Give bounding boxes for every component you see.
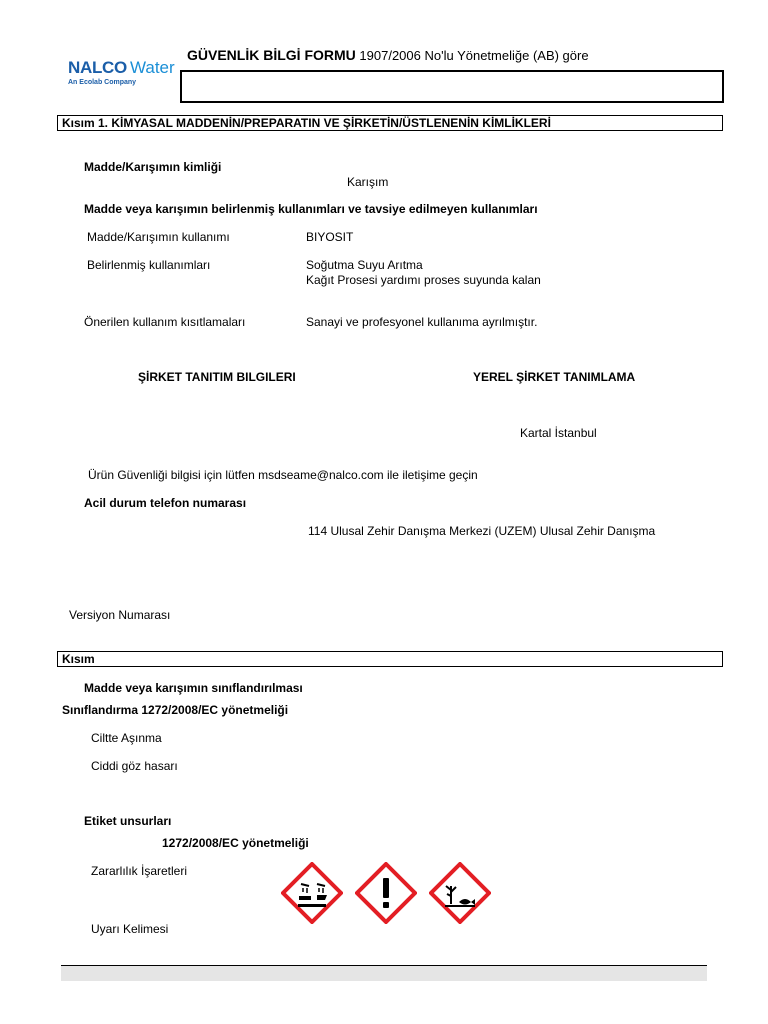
environmental-hazard-icon <box>429 862 491 924</box>
form-title: GÜVENLİK BİLGİ FORMU <box>187 47 356 63</box>
classification-regulation: Sınıflandırma 1272/2008/EC yönetmeliği <box>62 703 289 717</box>
logo-subtitle: An Ecolab Company <box>68 79 137 86</box>
hazard-eye-damage: Ciddi göz hasarı <box>91 759 178 773</box>
identified-use-2: Kağıt Prosesi yardımı proses suyunda kalan <box>306 273 541 287</box>
emergency-label: Acil durum telefon numarası <box>84 496 247 510</box>
emergency-value: 114 Ulusal Zehir Danışma Merkezi (UZEM) Ulusal Zehir Danışma <box>308 524 656 538</box>
logo-water-text: Water <box>129 58 175 77</box>
use-label: Madde/Karışımın kullanımı <box>87 230 230 244</box>
identified-uses-label: Belirlenmiş kullanımları <box>87 258 211 272</box>
corrosive-icon <box>281 862 343 924</box>
company-info-heading: ŞİRKET TANITIM BILGILERI <box>138 370 296 384</box>
logo-nalco-text: NALCO <box>68 58 127 77</box>
footer-bar <box>61 965 707 981</box>
signal-word-label: Uyarı Kelimesi <box>91 922 169 936</box>
section-1-heading: Kısım 1. KİMYASAL MADDENİN/PREPARATIN VE ŞİRKETİN/ÜSTLENENİN KİMLİKLERİ <box>62 116 551 130</box>
restriction-value: Sanayi ve profesyonel kullanıma ayrılmıştır. <box>306 315 538 329</box>
section-1-header <box>57 115 723 131</box>
hazard-skin-corrosion: Ciltte Aşınma <box>91 731 162 745</box>
identified-use-1: Soğutma Suyu Arıtma <box>306 258 423 272</box>
label-elements-heading: Etiket unsurları <box>84 814 172 828</box>
pictograms-label: Zararlılık İşaretleri <box>91 864 188 878</box>
local-address: Kartal İstanbul <box>520 426 597 440</box>
document-title <box>187 47 589 63</box>
use-value: BIYOSIT <box>306 230 354 244</box>
nalco-water-logo <box>68 58 175 86</box>
local-company-heading: YEREL ŞİRKET TANIMLAMA <box>473 370 636 384</box>
classification-heading: Madde veya karışımın sınıflandırılması <box>84 681 303 695</box>
identity-value: Karışım <box>347 175 389 189</box>
uses-heading: Madde veya karışımın belirlenmiş kullanımları ve tavsiye edilmeyen kullanımları <box>84 202 538 216</box>
section-2-heading: Kısım <box>62 652 95 666</box>
product-name-box <box>180 70 724 103</box>
restriction-label: Önerilen kullanım kısıtlamaları <box>84 315 246 329</box>
safety-contact: Ürün Güvenliği bilgisi için lütfen msdseame@nalco.com ile iletişime geçin <box>88 468 478 482</box>
label-regulation: 1272/2008/EC yönetmeliği <box>162 836 309 850</box>
version-label: Versiyon Numarası <box>69 608 171 622</box>
regulation-reference: 1907/2006 No'lu Yönetmeliğe (AB) göre <box>359 48 589 63</box>
exclamation-mark-icon <box>355 862 417 924</box>
section-2-header <box>57 651 723 667</box>
identity-label: Madde/Karışımın kimliği <box>84 160 222 174</box>
